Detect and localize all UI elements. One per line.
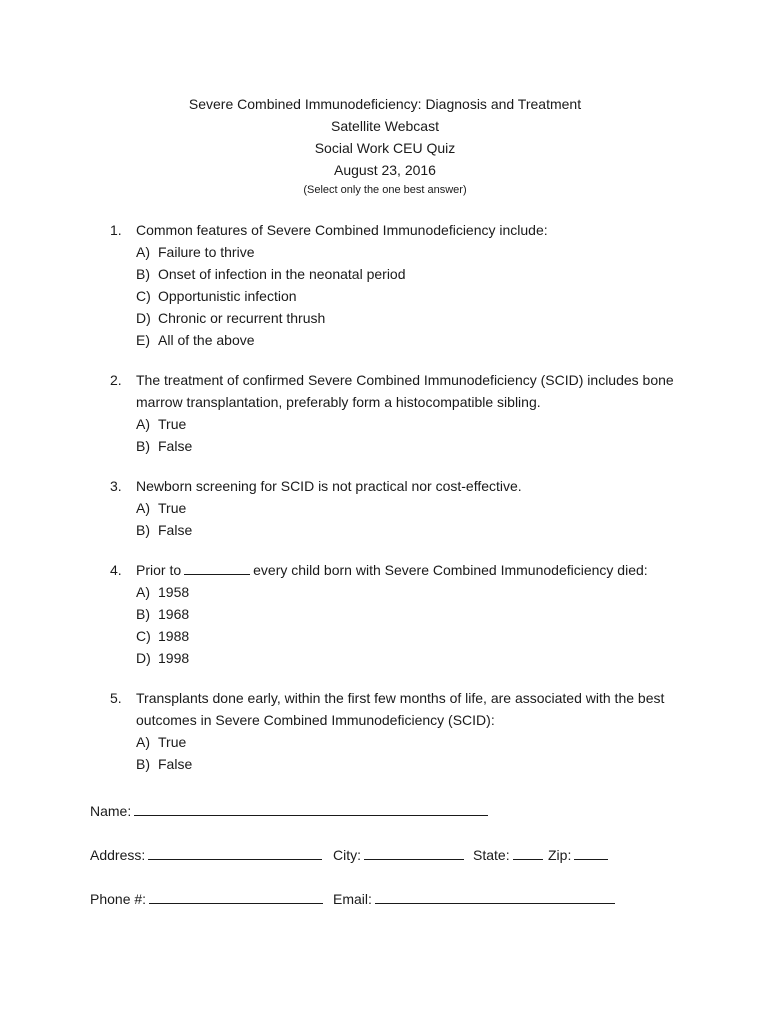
option-text: False — [158, 756, 193, 772]
phone-label: Phone #: — [90, 891, 147, 907]
question-text — [110, 687, 710, 709]
option-text: 1988 — [158, 628, 190, 644]
quiz-subtitle-ceu: Social Work CEU Quiz — [314, 140, 456, 156]
question-stem: Common features of Severe Combined Immunodeficiency include: — [136, 222, 548, 238]
question-number: 5. — [110, 690, 122, 706]
question-text-continued — [110, 709, 710, 731]
option-text: True — [158, 734, 187, 750]
phone-field — [90, 888, 323, 910]
answer-option[interactable] — [110, 497, 710, 519]
question-stem-prefix: Prior to — [136, 562, 182, 578]
name-label: Name: — [90, 803, 132, 819]
question-text — [110, 369, 710, 391]
question-text — [110, 475, 710, 497]
option-letter: C) — [136, 628, 151, 644]
option-text: True — [158, 416, 187, 432]
option-text: Opportunistic infection — [158, 288, 297, 304]
email-input[interactable] — [375, 889, 615, 904]
option-letter: D) — [136, 310, 151, 326]
answer-option[interactable] — [110, 581, 710, 603]
city-label: City: — [333, 847, 361, 863]
question-stem: Newborn screening for SCID is not practical nor cost-effective. — [136, 478, 522, 494]
option-letter: B) — [136, 438, 150, 454]
option-text: False — [158, 438, 193, 454]
option-letter: A) — [136, 416, 150, 432]
option-letter: E) — [136, 332, 150, 348]
contact-form — [90, 800, 690, 932]
address-label: Address: — [90, 847, 146, 863]
answer-option[interactable] — [110, 329, 710, 351]
question-3 — [110, 475, 710, 541]
answer-option[interactable] — [110, 519, 710, 541]
fill-in-blank[interactable] — [184, 560, 250, 575]
answer-option[interactable] — [110, 241, 710, 263]
answer-option[interactable] — [110, 413, 710, 435]
question-2 — [110, 369, 710, 457]
zip-input[interactable] — [574, 845, 608, 860]
question-stem: outcomes in Severe Combined Immunodeficiency (SCID): — [136, 712, 495, 728]
city-input[interactable] — [364, 845, 464, 860]
option-letter: A) — [136, 734, 150, 750]
quiz-instruction: (Select only the one best answer) — [303, 184, 467, 196]
question-stem-suffix: every child born with Severe Combined Immunodeficiency died: — [253, 562, 648, 578]
phone-row — [90, 888, 690, 910]
answer-option[interactable] — [110, 625, 710, 647]
option-letter: B) — [136, 606, 150, 622]
option-text: True — [158, 500, 187, 516]
question-number: 1. — [110, 222, 122, 238]
option-text: False — [158, 522, 193, 538]
option-letter: A) — [136, 584, 150, 600]
option-text: All of the above — [158, 332, 255, 348]
answer-option[interactable] — [110, 285, 710, 307]
option-letter: D) — [136, 650, 151, 666]
state-label: State: — [473, 847, 510, 863]
state-field — [473, 844, 543, 866]
option-text: 1968 — [158, 606, 190, 622]
quiz-header — [0, 93, 770, 199]
answer-option[interactable] — [110, 307, 710, 329]
question-number: 3. — [110, 478, 122, 494]
question-number: 2. — [110, 372, 122, 388]
option-letter: B) — [136, 266, 150, 282]
question-text-continued — [110, 391, 710, 413]
name-input[interactable] — [134, 801, 488, 816]
question-4 — [110, 559, 710, 669]
question-number: 4. — [110, 562, 122, 578]
option-letter: C) — [136, 288, 151, 304]
option-text: Chronic or recurrent thrush — [158, 310, 326, 326]
zip-field — [548, 844, 608, 866]
question-text — [110, 219, 710, 241]
address-field — [90, 844, 322, 866]
answer-option[interactable] — [110, 435, 710, 457]
option-letter: A) — [136, 244, 150, 260]
answer-option[interactable] — [110, 647, 710, 669]
question-5 — [110, 687, 710, 775]
option-letter: B) — [136, 756, 150, 772]
option-letter: B) — [136, 522, 150, 538]
email-label: Email: — [333, 891, 372, 907]
quiz-title: Severe Combined Immunodeficiency: Diagnosis and Treatment — [188, 96, 582, 112]
answer-option[interactable] — [110, 263, 710, 285]
option-text: Onset of infection in the neonatal period — [158, 266, 406, 282]
name-field — [90, 800, 488, 822]
zip-label: Zip: — [548, 847, 572, 863]
question-stem: The treatment of confirmed Severe Combined Immunodeficiency (SCID) includes bone — [136, 372, 674, 388]
answer-option[interactable] — [110, 753, 710, 775]
question-list — [110, 219, 710, 793]
state-input[interactable] — [513, 845, 543, 860]
city-field — [333, 844, 464, 866]
question-stem: Transplants done early, within the first few months of life, are associated with the best — [136, 690, 665, 706]
address-row — [90, 844, 690, 866]
option-letter: A) — [136, 500, 150, 516]
quiz-subtitle-webcast: Satellite Webcast — [331, 118, 439, 134]
question-text — [110, 559, 710, 581]
email-field — [333, 888, 615, 910]
option-text: 1998 — [158, 650, 190, 666]
address-input[interactable] — [148, 845, 322, 860]
quiz-date: August 23, 2016 — [334, 162, 436, 178]
name-row — [90, 800, 690, 822]
answer-option[interactable] — [110, 731, 710, 753]
answer-option[interactable] — [110, 603, 710, 625]
option-text: Failure to thrive — [158, 244, 255, 260]
phone-input[interactable] — [149, 889, 323, 904]
question-stem: marrow transplantation, preferably form a histocompatible sibling. — [136, 394, 541, 410]
option-text: 1958 — [158, 584, 190, 600]
question-1 — [110, 219, 710, 351]
